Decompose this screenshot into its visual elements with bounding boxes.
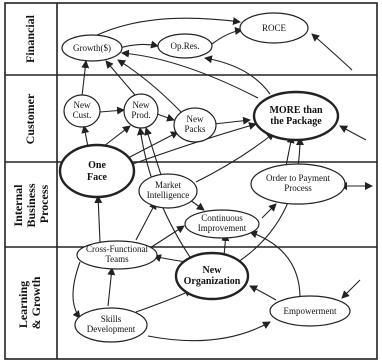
arrow-crossfunc-continuous	[150, 226, 184, 248]
node-newpacks	[174, 108, 216, 142]
arrow-growth-opres	[120, 44, 158, 48]
arrow-external-more	[340, 126, 366, 140]
node-newprod	[124, 94, 158, 128]
arrow-oneface-newprod	[104, 126, 130, 146]
arrow-skills-crossfunc	[108, 268, 112, 306]
svg-text:ROCE: ROCE	[261, 23, 287, 33]
svg-text:ContinuousImprovement: Continuous Improvement	[197, 213, 247, 233]
lane-label-customer: Customer	[23, 93, 37, 145]
svg-text:NewCust.: New Cust.	[72, 100, 92, 120]
svg-text:Op.Res.: Op.Res.	[170, 41, 200, 51]
arrow-newprod-growth	[106, 61, 135, 95]
svg-text:MORE thanthe Package: MORE than the Package	[269, 105, 323, 127]
arrow-newcust-growth	[82, 61, 86, 96]
svg-text:NewPacks: New Packs	[184, 114, 206, 134]
svg-text:Empowerment: Empowerment	[283, 306, 337, 316]
arrow-empower-continuous	[250, 232, 300, 298]
arrow-neworg-crossfunc	[154, 256, 186, 262]
node-neworg	[176, 253, 248, 299]
node-more	[254, 92, 338, 140]
node-newcust	[64, 95, 100, 127]
node-empower	[270, 296, 350, 326]
svg-text:NewProd.: New Prod.	[131, 100, 151, 120]
node-opres	[158, 34, 212, 58]
svg-text:Order to PaymentProcess: Order to Payment Process	[266, 173, 330, 193]
arrow-market-continuous	[190, 200, 204, 210]
arrow-oneface-newcust	[84, 126, 88, 147]
node-continuous	[185, 210, 259, 238]
arrow-growth-roce	[95, 18, 240, 36]
lane-label-learning: Learning & Growth	[16, 276, 43, 330]
svg-text:SkillsDevelopment: Skills Development	[86, 314, 136, 334]
arrow-crossfunc-oneface	[98, 196, 100, 242]
arrow-oneface-newpacks	[124, 132, 178, 160]
arrow-more-opres	[205, 58, 270, 94]
lane-label-internal: Internal Business Process	[11, 183, 51, 228]
node-skills	[75, 308, 147, 342]
arrow-skills-neworg	[136, 290, 192, 312]
arrow-market-newprod	[146, 128, 162, 178]
node-market	[139, 174, 197, 208]
svg-text:Cross-FunctionalTeams: Cross-Functional Teams	[86, 244, 148, 264]
node-crossfunc	[77, 241, 157, 269]
arrow-external-roce	[312, 34, 352, 70]
arrow-crossfunc-skills	[73, 262, 80, 318]
svg-text:NewOrganization: New Organization	[183, 265, 241, 287]
arrow-skills-empower	[148, 322, 270, 341]
svg-text:OneFace: One Face	[87, 160, 107, 183]
svg-text:Growth($): Growth($)	[73, 43, 111, 53]
arrow-external-empower	[342, 280, 360, 298]
arrow-newprod-newpacks	[157, 114, 174, 120]
arrow-newcust-newprod	[100, 110, 124, 112]
node-growth	[62, 35, 122, 61]
node-oneface	[60, 145, 134, 197]
node-order	[251, 164, 345, 204]
arrow-opres-roce	[212, 30, 242, 44]
svg-text:MarketIntelligence: Market Intelligence	[146, 180, 190, 200]
node-roce	[240, 13, 308, 43]
arrow-newpacks-more	[214, 120, 250, 124]
lane-label-financial: Financial	[23, 14, 37, 64]
arrow-empower-neworg	[250, 286, 276, 300]
arrow-continuous-order	[262, 204, 276, 218]
arrow-crossfunc-market	[136, 202, 156, 240]
